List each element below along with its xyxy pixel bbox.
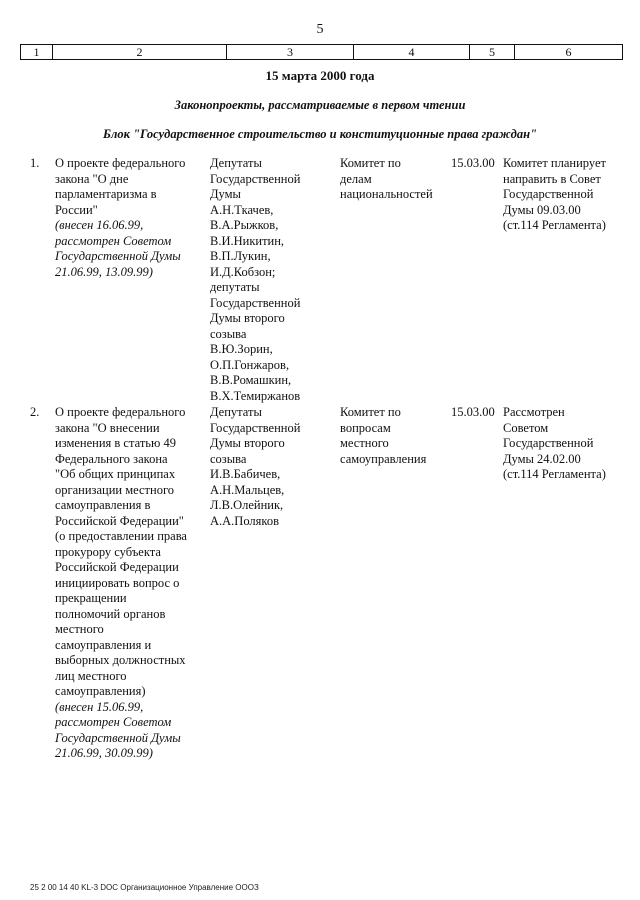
- responsible-committee: [340, 405, 450, 467]
- bill-author-line: В.И.Никитин,: [210, 233, 285, 248]
- bill-title-line: местного: [55, 622, 104, 636]
- committee-line: делам: [340, 171, 372, 186]
- bill-author-line: Государственной: [210, 420, 301, 435]
- bill-authors: [210, 156, 335, 404]
- bill-title-line: О проекте федерального: [55, 156, 186, 170]
- bill-history-note-line: Государственной Думы: [55, 730, 181, 745]
- column-number-5: 5: [470, 45, 515, 59]
- bill-title-line: Российской Федерации: [55, 560, 179, 574]
- bill-author-line: Депутаты: [210, 405, 262, 419]
- entry-number: 2.: [30, 405, 40, 419]
- review-date: 15.03.00: [451, 156, 495, 170]
- committee-line: самоуправления: [340, 451, 427, 466]
- bill-title-line: выборных должностных: [55, 653, 186, 667]
- bill-title-line: России": [55, 202, 98, 217]
- bill-title-line: самоуправления и: [55, 637, 152, 652]
- decision-line: Государственной: [503, 436, 594, 450]
- bill-title-line: закона "О внесении: [55, 420, 160, 435]
- bill-authors: [210, 405, 335, 529]
- bill-author-line: Думы второго: [210, 436, 285, 450]
- bill-title: [55, 405, 210, 762]
- section-heading: Законопроекты, рассматриваемые в первом чтении: [174, 98, 466, 112]
- decision-line: Государственной: [503, 187, 594, 201]
- bill-title: [55, 156, 210, 280]
- bill-author-line: И.В.Бабичев,: [210, 467, 281, 481]
- block-heading: Блок "Государственное строительство и конституционные права граждан": [103, 127, 537, 141]
- bill-author-line: В.Ю.Зорин,: [210, 342, 273, 356]
- bill-title-line: (о предоставлении права: [55, 529, 187, 543]
- bill-author-line: Государственной: [210, 295, 301, 310]
- decision-line: Думы 09.03.00: [503, 202, 581, 217]
- decision-line: Думы 24.02.00: [503, 451, 581, 466]
- committee-line: Комитет по: [340, 405, 401, 419]
- bill-author-line: В.Х.Темиржанов: [210, 388, 301, 403]
- bill-title-line: лиц местного: [55, 668, 127, 683]
- bill-history-note-line: рассмотрен Советом: [55, 715, 172, 729]
- decision-line: Советом: [503, 420, 549, 435]
- bill-author-line: созыва: [210, 326, 247, 341]
- column-number-4: 4: [354, 45, 470, 59]
- bill-history-note-line: 21.06.99, 13.09.99): [55, 264, 153, 279]
- bill-history-note-line: (внесен 15.06.99,: [55, 699, 144, 714]
- bill-title-line: Российской Федерации": [55, 513, 184, 528]
- date-heading: 15 марта 2000 года: [265, 68, 375, 83]
- bill-title-line: изменения в статью 49: [55, 436, 176, 450]
- bill-title-line: закона "О дне: [55, 171, 129, 186]
- committee-line: местного: [340, 436, 389, 450]
- bill-author-line: Государственной: [210, 171, 301, 186]
- bill-author-line: В.А.Рыжков,: [210, 218, 279, 232]
- entry-number: 1.: [30, 156, 40, 170]
- bill-title-line: Федерального закона: [55, 451, 168, 466]
- committee-line: национальностей: [340, 187, 433, 201]
- bill-author-line: В.П.Лукин,: [210, 249, 271, 263]
- responsible-committee: [340, 156, 450, 203]
- column-number-header: [20, 44, 623, 60]
- bill-author-line: Л.В.Олейник,: [210, 498, 284, 512]
- decision-line: Комитет планирует: [503, 156, 606, 170]
- bill-author-line: созыва: [210, 451, 247, 466]
- review-date: 15.03.00: [451, 405, 495, 419]
- bill-author-line: А.Н.Ткачев,: [210, 202, 274, 217]
- bill-history-note-line: Государственной Думы: [55, 249, 181, 263]
- decision-line: (ст.114 Регламента): [503, 467, 606, 481]
- bill-title-line: инициировать вопрос о: [55, 575, 180, 590]
- bill-title-line: прокурору субъекта: [55, 544, 161, 559]
- bill-title-line: полномочий органов: [55, 606, 166, 621]
- bill-author-line: Думы второго: [210, 311, 285, 325]
- bill-title-line: парламентаризма в: [55, 187, 157, 201]
- decision-line: Рассмотрен: [503, 405, 565, 419]
- decision-line: (ст.114 Регламента): [503, 218, 606, 232]
- document-footer: 25 2 00 14 40 KL-3 DOC Организационное Управление ОООЗ: [30, 883, 259, 892]
- bill-author-line: И.Д.Кобзон;: [210, 264, 276, 279]
- bill-history-note-line: 21.06.99, 30.09.99): [55, 746, 153, 760]
- page-number: 5: [316, 22, 324, 37]
- decision-line: направить в Совет: [503, 171, 601, 186]
- bill-title-line: "Об общих принципах: [55, 467, 176, 481]
- bill-history-note-line: (внесен 16.06.99,: [55, 218, 144, 232]
- bill-title-line: самоуправления в: [55, 498, 151, 512]
- council-decision: [503, 156, 621, 234]
- bill-author-line: В.В.Ромашкин,: [210, 373, 292, 387]
- bill-author-line: депутаты: [210, 280, 260, 294]
- council-decision: [503, 405, 621, 483]
- bill-author-line: Депутаты: [210, 156, 262, 170]
- bill-author-line: А.А.Поляков: [210, 513, 279, 528]
- committee-line: вопросам: [340, 420, 391, 435]
- column-number-1: 1: [21, 45, 53, 59]
- bill-author-line: А.Н.Мальцев,: [210, 482, 285, 497]
- bill-author-line: О.П.Гонжаров,: [210, 357, 290, 372]
- bill-title-line: организации местного: [55, 482, 175, 497]
- column-number-3: 3: [227, 45, 354, 59]
- bill-title-line: самоуправления): [55, 684, 146, 698]
- column-number-6: 6: [565, 45, 572, 59]
- committee-line: Комитет по: [340, 156, 401, 170]
- bill-history-note-line: рассмотрен Советом: [55, 233, 172, 248]
- bill-author-line: Думы: [210, 187, 241, 201]
- column-number-2: 2: [53, 45, 227, 59]
- bill-title-line: прекращении: [55, 591, 127, 605]
- bill-title-line: О проекте федерального: [55, 405, 186, 419]
